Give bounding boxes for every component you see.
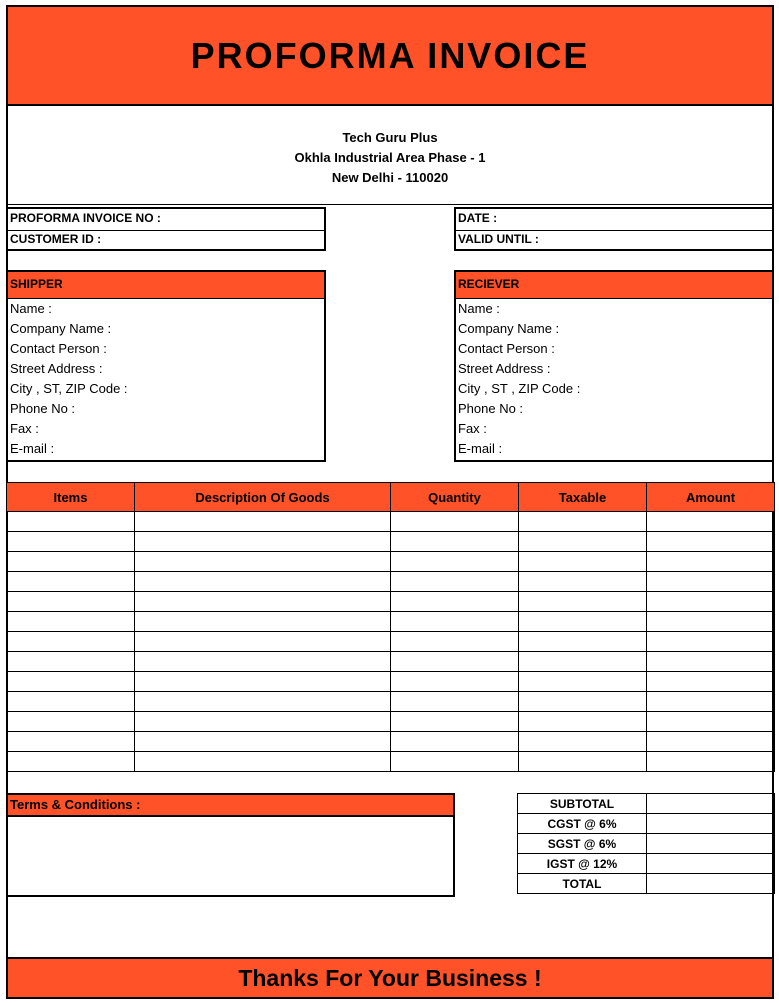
- items-table-body: [7, 512, 775, 772]
- table-cell[interactable]: [391, 592, 519, 612]
- table-cell[interactable]: [647, 552, 775, 572]
- table-cell[interactable]: [647, 512, 775, 532]
- date-info-box: [454, 207, 774, 251]
- totals-row-sgst: [518, 834, 775, 854]
- table-cell[interactable]: [135, 552, 391, 572]
- table-cell[interactable]: [135, 532, 391, 552]
- table-cell[interactable]: [7, 572, 135, 592]
- table-cell[interactable]: [7, 552, 135, 572]
- table-cell[interactable]: [519, 672, 647, 692]
- table-cell[interactable]: [519, 592, 647, 612]
- shipper-field[interactable]: Contact Person :: [10, 341, 107, 356]
- table-cell[interactable]: [519, 632, 647, 652]
- table-row: [7, 592, 775, 612]
- items-header-row: [7, 483, 775, 512]
- table-row: [7, 752, 775, 772]
- column-header-items: Items: [7, 483, 135, 512]
- table-cell[interactable]: [7, 732, 135, 752]
- table-row: [7, 652, 775, 672]
- table-cell[interactable]: [391, 552, 519, 572]
- totals-value-cell[interactable]: [647, 794, 775, 814]
- table-cell[interactable]: [135, 672, 391, 692]
- table-cell[interactable]: [519, 712, 647, 732]
- table-cell[interactable]: [135, 572, 391, 592]
- totals-row-igst: [518, 854, 775, 874]
- table-cell[interactable]: [391, 672, 519, 692]
- date-field[interactable]: [456, 209, 772, 231]
- column-header-taxable: Taxable: [519, 483, 647, 512]
- totals-label: TOTAL: [518, 874, 647, 894]
- shipper-field[interactable]: City , ST, ZIP Code :: [10, 381, 128, 396]
- shipper-heading-label: SHIPPER: [10, 277, 63, 291]
- terms-text-area[interactable]: [6, 815, 455, 897]
- company-address-line2: New Delhi - 110020: [331, 170, 449, 185]
- table-cell[interactable]: [135, 732, 391, 752]
- column-header-description: Description Of Goods: [135, 483, 391, 512]
- table-row: [7, 612, 775, 632]
- table-cell[interactable]: [7, 512, 135, 532]
- table-cell[interactable]: [7, 612, 135, 632]
- table-cell[interactable]: [135, 692, 391, 712]
- table-cell[interactable]: [7, 652, 135, 672]
- column-header-quantity: Quantity: [391, 483, 519, 512]
- table-cell[interactable]: [647, 672, 775, 692]
- shipper-heading: [6, 270, 326, 300]
- table-cell[interactable]: [647, 712, 775, 732]
- receiver-field[interactable]: Company Name :: [458, 321, 560, 336]
- table-cell[interactable]: [391, 752, 519, 772]
- receiver-field[interactable]: Phone No :: [458, 401, 524, 416]
- table-cell[interactable]: [519, 512, 647, 532]
- table-row: [7, 732, 775, 752]
- totals-row-cgst: [518, 814, 775, 834]
- table-cell[interactable]: [7, 672, 135, 692]
- table-cell[interactable]: [391, 632, 519, 652]
- invoice-info-box: [6, 207, 326, 251]
- table-cell[interactable]: [135, 592, 391, 612]
- receiver-field[interactable]: City , ST , ZIP Code :: [458, 381, 581, 396]
- totals-row-total: [518, 874, 775, 894]
- receiver-heading-label: RECIEVER: [458, 277, 520, 291]
- table-row: [7, 532, 775, 552]
- divider: [6, 204, 774, 205]
- valid-until-field[interactable]: [456, 230, 772, 251]
- table-cell[interactable]: [7, 712, 135, 732]
- receiver-field[interactable]: Contact Person :: [458, 341, 555, 356]
- table-cell[interactable]: [7, 692, 135, 712]
- table-cell[interactable]: [7, 632, 135, 652]
- table-cell[interactable]: [647, 752, 775, 772]
- totals-label: CGST @ 6%: [518, 814, 647, 834]
- shipper-details: [6, 299, 326, 462]
- table-cell[interactable]: [135, 612, 391, 632]
- table-cell[interactable]: [647, 572, 775, 592]
- receiver-field[interactable]: E-mail :: [458, 441, 503, 456]
- company-name: Tech Guru Plus: [342, 130, 438, 145]
- company-address-line1: Okhla Industrial Area Phase - 1: [294, 150, 486, 165]
- table-cell[interactable]: [391, 572, 519, 592]
- receiver-field[interactable]: Fax :: [458, 421, 487, 436]
- totals-value-cell[interactable]: [647, 854, 775, 874]
- table-cell[interactable]: [647, 692, 775, 712]
- date-label: DATE :: [458, 211, 498, 225]
- table-cell[interactable]: [135, 712, 391, 732]
- company-block: [6, 128, 774, 188]
- totals-value-cell[interactable]: [647, 834, 775, 854]
- table-cell[interactable]: [7, 532, 135, 552]
- footer-message: Thanks For Your Business !: [238, 964, 542, 991]
- table-cell[interactable]: [519, 612, 647, 632]
- table-cell[interactable]: [7, 752, 135, 772]
- table-cell[interactable]: [391, 692, 519, 712]
- title-banner: [6, 5, 774, 106]
- table-cell[interactable]: [391, 712, 519, 732]
- table-cell[interactable]: [647, 612, 775, 632]
- table-cell[interactable]: [135, 652, 391, 672]
- table-cell[interactable]: [647, 652, 775, 672]
- table-cell[interactable]: [135, 752, 391, 772]
- column-header-amount: Amount: [647, 483, 775, 512]
- totals-value-cell[interactable]: [647, 814, 775, 834]
- table-cell[interactable]: [135, 512, 391, 532]
- shipper-field[interactable]: Name :: [10, 301, 52, 316]
- table-cell[interactable]: [391, 652, 519, 672]
- valid-until-label: VALID UNTIL :: [458, 232, 539, 246]
- shipper-field[interactable]: Company Name :: [10, 321, 112, 336]
- table-cell[interactable]: [519, 572, 647, 592]
- table-row: [7, 512, 775, 532]
- table-cell[interactable]: [647, 532, 775, 552]
- totals-label: IGST @ 12%: [518, 854, 647, 874]
- table-row: [7, 712, 775, 732]
- items-table: [6, 482, 775, 772]
- receiver-field[interactable]: Street Address :: [458, 361, 551, 376]
- shipper-field[interactable]: E-mail :: [10, 441, 55, 456]
- table-cell[interactable]: [391, 612, 519, 632]
- terms-heading-label: Terms & Conditions :: [10, 797, 141, 812]
- shipper-field[interactable]: Street Address :: [10, 361, 103, 376]
- table-cell[interactable]: [519, 552, 647, 572]
- invoice-title: PROFORMA INVOICE: [190, 34, 590, 76]
- table-cell[interactable]: [391, 512, 519, 532]
- table-cell[interactable]: [519, 752, 647, 772]
- table-cell[interactable]: [519, 652, 647, 672]
- customer-id-label: CUSTOMER ID :: [10, 232, 102, 246]
- table-cell[interactable]: [391, 732, 519, 752]
- table-row: [7, 572, 775, 592]
- table-cell[interactable]: [519, 532, 647, 552]
- footer-banner: [6, 957, 774, 999]
- table-row: [7, 552, 775, 572]
- receiver-field[interactable]: Name :: [458, 301, 500, 316]
- totals-row-subtotal: [518, 794, 775, 814]
- shipper-field[interactable]: Fax :: [10, 421, 39, 436]
- invoice-no-label: PROFORMA INVOICE NO :: [10, 211, 161, 225]
- receiver-heading: [454, 270, 774, 300]
- table-row: [7, 692, 775, 712]
- receiver-details: [454, 299, 774, 462]
- totals-table: [517, 793, 775, 894]
- table-row: [7, 672, 775, 692]
- table-cell[interactable]: [519, 692, 647, 712]
- table-cell[interactable]: [391, 532, 519, 552]
- table-row: [7, 632, 775, 652]
- customer-id-field[interactable]: [8, 230, 324, 251]
- totals-label: SUBTOTAL: [518, 794, 647, 814]
- totals-label: SGST @ 6%: [518, 834, 647, 854]
- table-cell[interactable]: [647, 732, 775, 752]
- invoice-no-field[interactable]: [8, 209, 324, 231]
- table-cell[interactable]: [7, 592, 135, 612]
- table-cell[interactable]: [647, 632, 775, 652]
- shipper-field[interactable]: Phone No :: [10, 401, 76, 416]
- table-cell[interactable]: [519, 732, 647, 752]
- terms-heading: [6, 793, 455, 817]
- table-cell[interactable]: [647, 592, 775, 612]
- totals-value-cell[interactable]: [647, 874, 775, 894]
- table-cell[interactable]: [135, 632, 391, 652]
